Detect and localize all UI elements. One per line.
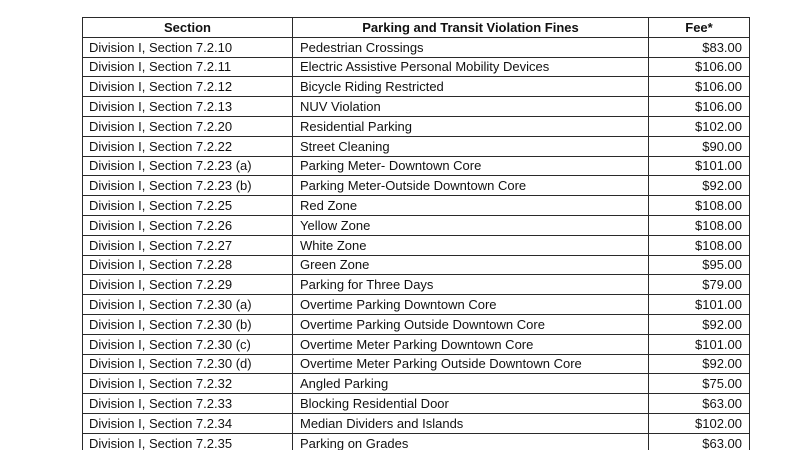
cell-section: Division I, Section 7.2.10 (83, 37, 293, 57)
table-row (83, 235, 750, 255)
cell-fee: $102.00 (649, 413, 750, 433)
cell-fee: $106.00 (649, 97, 750, 117)
table-row (83, 156, 750, 176)
cell-fee: $92.00 (649, 176, 750, 196)
cell-violation: Median Dividers and Islands (293, 413, 649, 433)
cell-fee: $92.00 (649, 314, 750, 334)
table-row (83, 413, 750, 433)
table-row (83, 295, 750, 315)
cell-section: Division I, Section 7.2.30 (c) (83, 334, 293, 354)
cell-fee: $108.00 (649, 215, 750, 235)
cell-violation: Street Cleaning (293, 136, 649, 156)
table-row (83, 77, 750, 97)
cell-violation: Blocking Residential Door (293, 394, 649, 414)
cell-fee: $63.00 (649, 433, 750, 450)
cell-violation: Parking on Grades (293, 433, 649, 450)
table-row (83, 433, 750, 450)
cell-section: Division I, Section 7.2.28 (83, 255, 293, 275)
cell-fee: $79.00 (649, 275, 750, 295)
table-row (83, 57, 750, 77)
cell-section: Division I, Section 7.2.33 (83, 394, 293, 414)
table-row (83, 215, 750, 235)
table-row (83, 354, 750, 374)
cell-fee: $75.00 (649, 374, 750, 394)
cell-fee: $90.00 (649, 136, 750, 156)
cell-fee: $95.00 (649, 255, 750, 275)
fines-table (82, 17, 750, 450)
cell-violation: Pedestrian Crossings (293, 37, 649, 57)
table-row (83, 97, 750, 117)
header-violation: Parking and Transit Violation Fines (293, 18, 649, 38)
cell-violation: Electric Assistive Personal Mobility Devices (293, 57, 649, 77)
cell-section: Division I, Section 7.2.30 (a) (83, 295, 293, 315)
table-row (83, 314, 750, 334)
table-row (83, 394, 750, 414)
cell-section: Division I, Section 7.2.34 (83, 413, 293, 433)
cell-violation: Overtime Parking Outside Downtown Core (293, 314, 649, 334)
header-fee: Fee* (649, 18, 750, 38)
cell-section: Division I, Section 7.2.23 (b) (83, 176, 293, 196)
cell-violation: Overtime Parking Downtown Core (293, 295, 649, 315)
cell-violation: Green Zone (293, 255, 649, 275)
cell-violation: Overtime Meter Parking Downtown Core (293, 334, 649, 354)
cell-section: Division I, Section 7.2.11 (83, 57, 293, 77)
cell-fee: $83.00 (649, 37, 750, 57)
cell-violation: White Zone (293, 235, 649, 255)
cell-section: Division I, Section 7.2.27 (83, 235, 293, 255)
table-header-row (83, 18, 750, 38)
table-row (83, 116, 750, 136)
cell-fee: $108.00 (649, 196, 750, 216)
cell-section: Division I, Section 7.2.20 (83, 116, 293, 136)
cell-violation: Parking Meter- Downtown Core (293, 156, 649, 176)
cell-section: Division I, Section 7.2.25 (83, 196, 293, 216)
cell-section: Division I, Section 7.2.26 (83, 215, 293, 235)
table-row (83, 374, 750, 394)
cell-violation: Angled Parking (293, 374, 649, 394)
table-row (83, 196, 750, 216)
cell-fee: $106.00 (649, 77, 750, 97)
table-row (83, 255, 750, 275)
cell-fee: $106.00 (649, 57, 750, 77)
cell-violation: Parking Meter-Outside Downtown Core (293, 176, 649, 196)
cell-fee: $102.00 (649, 116, 750, 136)
cell-violation: Residential Parking (293, 116, 649, 136)
cell-violation: Bicycle Riding Restricted (293, 77, 649, 97)
cell-fee: $101.00 (649, 156, 750, 176)
cell-fee: $101.00 (649, 295, 750, 315)
cell-section: Division I, Section 7.2.12 (83, 77, 293, 97)
table-row (83, 37, 750, 57)
cell-section: Division I, Section 7.2.29 (83, 275, 293, 295)
cell-section: Division I, Section 7.2.23 (a) (83, 156, 293, 176)
cell-fee: $101.00 (649, 334, 750, 354)
cell-violation: Overtime Meter Parking Outside Downtown Core (293, 354, 649, 374)
cell-section: Division I, Section 7.2.32 (83, 374, 293, 394)
cell-violation: Parking for Three Days (293, 275, 649, 295)
table-row (83, 334, 750, 354)
cell-section: Division I, Section 7.2.35 (83, 433, 293, 450)
cell-section: Division I, Section 7.2.30 (b) (83, 314, 293, 334)
cell-violation: Yellow Zone (293, 215, 649, 235)
cell-section: Division I, Section 7.2.13 (83, 97, 293, 117)
table-body (83, 37, 750, 450)
table-row (83, 136, 750, 156)
header-section: Section (83, 18, 293, 38)
table-row (83, 275, 750, 295)
cell-section: Division I, Section 7.2.30 (d) (83, 354, 293, 374)
cell-fee: $108.00 (649, 235, 750, 255)
cell-fee: $92.00 (649, 354, 750, 374)
cell-violation: Red Zone (293, 196, 649, 216)
cell-fee: $63.00 (649, 394, 750, 414)
table-row (83, 176, 750, 196)
cell-section: Division I, Section 7.2.22 (83, 136, 293, 156)
cell-violation: NUV Violation (293, 97, 649, 117)
